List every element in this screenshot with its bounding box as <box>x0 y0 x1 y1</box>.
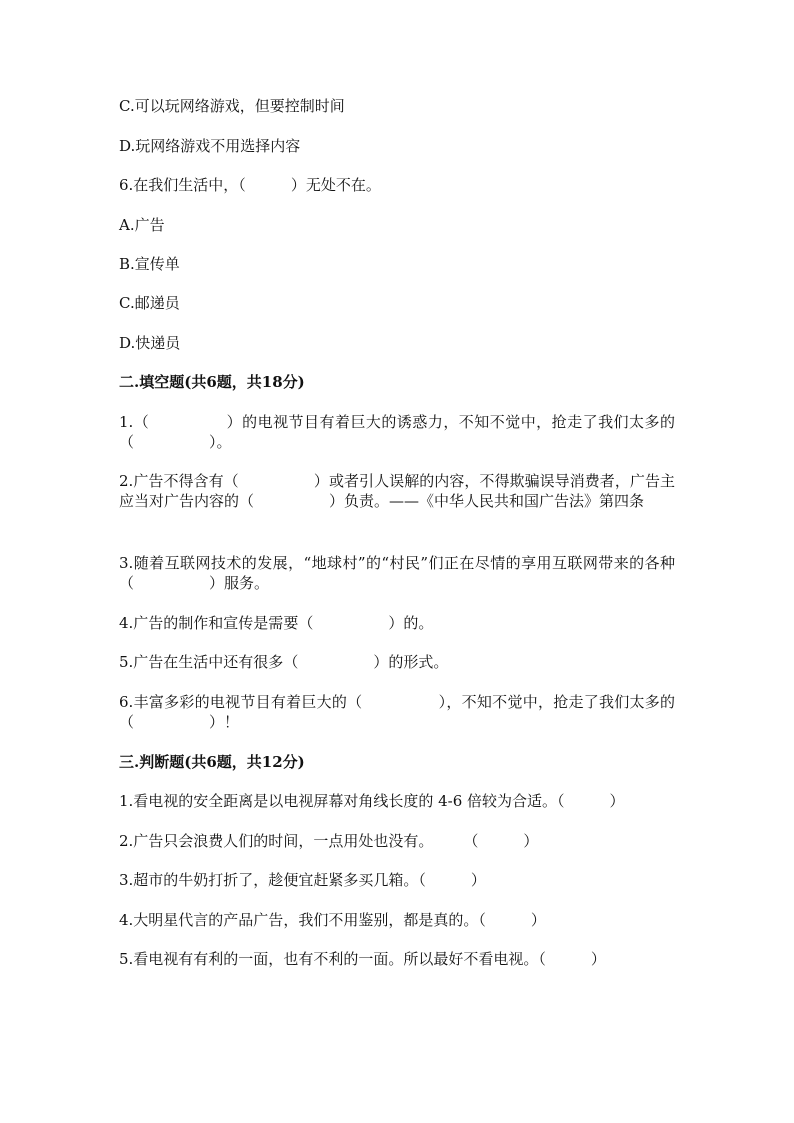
fill-question-4: 4.广告的制作和宣传是需要（ ）的。 <box>119 614 434 632</box>
question-6-option-d: D.快递员 <box>119 334 181 352</box>
fill-question-2: 2.广告不得含有（ ）或者引人误解的内容，不得欺骗误导消费者，广告主应当对广告内容的（ ）负责。——《中华人民共和国广告法》第四条 <box>119 472 675 510</box>
fill-question-1: 1.（ ）的电视节目有着巨大的诱惑力，不知不觉中，抢走了我们太多的（ ）。 <box>119 413 675 451</box>
fill-section-heading: 二.填空题(共6题，共18分) <box>119 373 305 391</box>
judge-question-2: 2.广告只会浪费人们的时间，一点用处也没有。 （ ） <box>119 832 539 850</box>
question-6-option-a: A.广告 <box>119 216 165 234</box>
fill-question-3: 3.随着互联网技术的发展，“地球村”的“村民”们正在尽情的享用互联网带来的各种（ ）服务。 <box>119 554 675 592</box>
judge-question-4: 4.大明星代言的产品广告，我们不用鉴别，都是真的。（ ） <box>119 911 546 929</box>
judge-question-3: 3.超市的牛奶打折了，趁便宜赶紧多买几箱。（ ） <box>119 871 486 889</box>
fill-question-6: 6.丰富多彩的电视节目有着巨大的（ ），不知不觉中，抢走了我们太多的（ ）！ <box>119 693 675 731</box>
question-6-stem: 6.在我们生活中，（ ）无处不在。 <box>119 176 381 194</box>
fill-question-5: 5.广告在生活中还有很多（ ）的形式。 <box>119 653 449 671</box>
question-6-option-b: B.宣传单 <box>119 255 180 273</box>
judge-section-heading: 三.判断题(共6题，共12分) <box>119 753 305 771</box>
option-d: D.玩网络游戏不用选择内容 <box>119 137 301 155</box>
option-c: C.可以玩网络游戏，但要控制时间 <box>119 97 345 115</box>
judge-question-5: 5.看电视有有利的一面，也有不利的一面。所以最好不看电视。（ ） <box>119 950 606 968</box>
question-6-option-c: C.邮递员 <box>119 294 180 312</box>
judge-question-1: 1.看电视的安全距离是以电视屏幕对角线长度的 4-6 倍较为合适。（ ） <box>119 792 625 810</box>
